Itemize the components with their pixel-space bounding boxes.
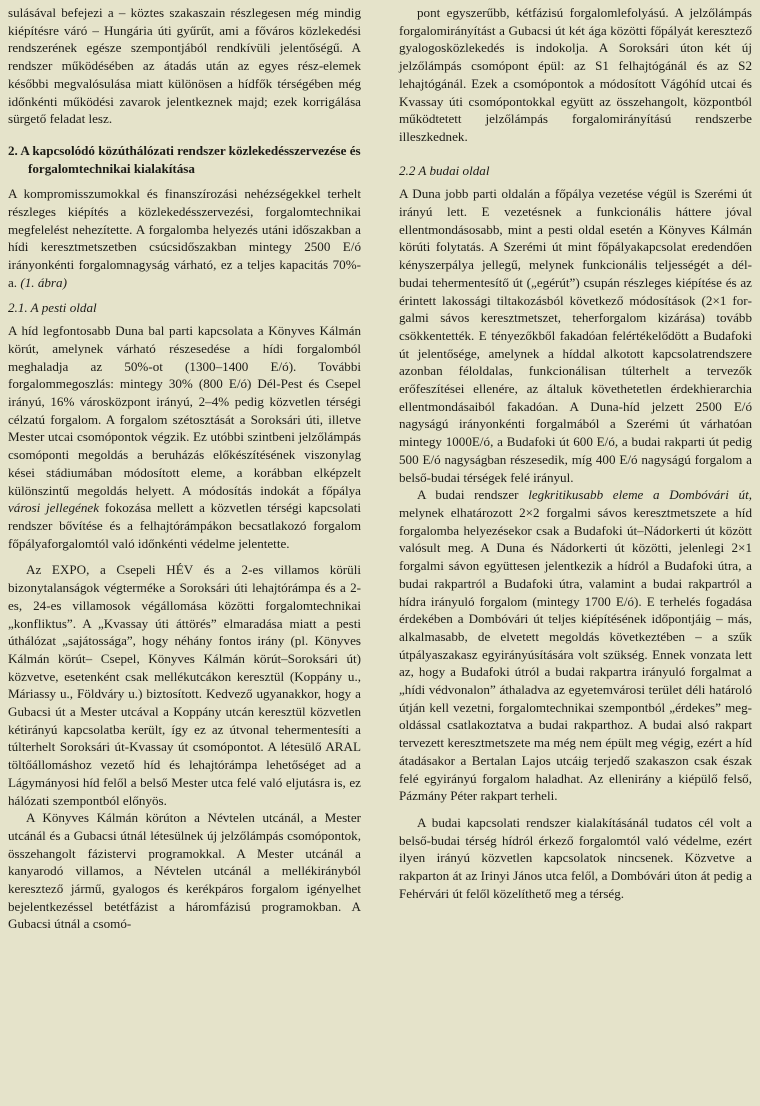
- paragraph-compromise: [8, 185, 361, 291]
- figure-reference: (1. ábra): [20, 274, 67, 290]
- paragraph-compromise-text: A kompromisszumokkal és finanszírozási nehézségekkel terhelt részleges kiépítés a közlekedésszervezési, forgalomtechnikai megfelelést nehezítette. A forgalomba helyezés utáni időszakban a hídi keresztmetszetben csúcsidőszakban mintegy 2500 E/ó irányonkénti forgalomnagyság várható, ez a teljes kapacitás 70%-a.: [8, 186, 361, 290]
- paragraph-pest-1-b: fokozása mellett a közvetlen térségi kapcsolati rendszer bővítése és a felhajtórámpákon becsatlakozó forgalom főpályaforgalomtól való időnkénti védelme jelentette.: [8, 500, 361, 551]
- paragraph-pest-3: A Könyves Kálmán körúton a Névtelen utcánál, a Mester utcánál és a Gubacsi útnál létesülnek új jelzőlámpás csomópontok, összehangolt fázistervi programokkal. A Mester utcánál a kanyarodó villamos, a Névtelen utcánál a mellékirányból keresztező jármű, gyalogos és kerékpáros forgalom igényelhet bejelentkezéssel betétfázist a háromfázisú programokban. A Gubacsi útnál a csomó-: [8, 810, 361, 932]
- paragraph-buda-2-b: melynek elhatározott 2×2 forgalmi sávos keresztmetszete a híd forgalomba helyezésekor csak a Budafoki út–Nádorkerti út között valósult meg. A Duna és Nádorkerti út közötti, jelenlegi 2×1 forgalmi sávon együttesen jelentkezik a hídról a Budafoki útra, a budai rakpartról a Budafoki útra, valamint a budai rakpartról a hídra irányuló forgalom (mintegy 1700 E/ó). E terhelés fogadása érdekében a Dombóvári út teljes kiépítésének időpontjáig – más, alkalmasabb, de elvetett megoldás következtében – a szűk útpályaszakasz egyirányúsítására volt szükség. Ennek vonzata lett az, hogy a Budafoki útról a budai rakpartra irányuló forgalmat a „hídi védvonalon” áthaladva az egyetemvárosi terület déli határoló útján kell vezetni, forgalomtechnikai szempontból „érdekes” megoldással csatlakoztatva a budai rakparthoz. A budai alsó rakpart tervezett keresztmetszete ma még nem épült meg végig, ezért a híd átadásakor a Bertalan Lajos utcáig terjedő szakaszon csak észak felé egyirányú forgalom haladhat. Az ellenirány a kiépülő felső, Pázmány Péter rakpart terheli.: [399, 504, 752, 804]
- subsection-heading-buda: 2.2 A budai oldal: [399, 162, 490, 178]
- right-column: [399, 4, 752, 902]
- paragraph-buda-2-a: A budai rendszer: [417, 487, 519, 503]
- paragraph-pest-1: [8, 322, 361, 552]
- paragraph-pest-1-emphasis: városi jellegének: [8, 500, 100, 516]
- paragraph-pest-1-a: A híd legfontosabb Duna bal parti kapcsolata a Könyves Kálmán körút, amelynek várható részesedése a hídi forgalomból meghaladja az 50%-ot (1300–1400 E/ó). További forgalommegoszlás: mintegy 30% (800 E/ó) Dél-Pest és Csepel irányú, 16% városközpont irányú, 2–4% pedig közvetlen térségi célzatú forgalom. A forgalom szétosztását a Soroksári úti, illetve Mester utcai csomópontok végzik. Ez utóbbi szintbeni jelzőlámpás csomóponti megoldás a beruházás előkészítésének viszonylag kései stádiumában módosított eleme, a korábban elképzelt különszintű megoldás helyett. A módosítás indokát a főpálya: [8, 323, 361, 498]
- paragraph-buda-3: A budai kapcsolati rendszer kialakításánál tudatos cél volt a belső-budai térség hídról érkező forgalomtól való védelme, ezért ilyen irányú közvetlen kapcsolatok nincsenek. Közvetve a rakparton át az Irinyi János utca felől, a Dombóvári úton át pedig a Fehérvári út felől közelíthető meg a térség.: [399, 814, 752, 901]
- subsection-heading-pest: 2.1. A pesti oldal: [8, 299, 97, 315]
- paragraph-pest-2: Az EXPO, a Csepeli HÉV és a 2-es villamos körüli bizonytalanságok végterméke a Soroksári úti lehajtórámpa és a 2-es, 24-es villamosok végállomása közötti forgalomtechnikai „konfliktus”. A „Kvassay úti áttörés” elmaradása miatt a pesti úthálózat „sajátossága”, hogy néhány fontos irány (pl. Könyves Kálmán körút– Csepel, Könyves Kálmán körút–Soroksári út) közvetve, esetenként csak mellékutcákon keresztül (Koppány u., Máriassy u., Földváry u.) biztosított. Kedvező ugyanakkor, hogy a Gubacsi út a Mester utcával a Koppány utcán keresztül közvetlen kétirányú kapcsolatba került, így ez az útvonal tehermentesíti a túlterhelt Soroksári út-Kvassay út csomópontot. A létesülő ARAL töltőállomáshoz vezető híd és lehajtórámpa lehetőséget ad a Lágymányosi híd felől a belső Mester utca felé való eljutásra is, ez hálózati szempontból előnyös.: [8, 562, 361, 808]
- paragraph-continuation: pont egyszerűbb, kétfázisú forgalomlefolyású. A jelzőlámpás forgalomirányítást a Gubacsi út két ága közötti főpályát keresztező gyalogosközlekedés is indokolja. A Soroksári úton két új jelzőlámpás csomópont épül: az S1 felhajtógánál és az S2 lehajtógánál. Ezek a csomópontok a módosított Vágóhíd utcai és Kvassay úti csomópontokkal együtt az összehangolt, központból működtetett jelzőlámpás forgalomirányítású rendszerbe illeszkednek.: [399, 5, 752, 144]
- left-column: [8, 4, 361, 933]
- paragraph-buda-2-emphasis: legkritikusabb eleme a Dombóvári út,: [528, 487, 753, 503]
- paragraph-buda-1: A Duna jobb parti oldalán a főpálya vezetése végül is Szerémi út irányú lett. E vezetésnek a funkcionális háttere jóval ellentmondásosabb, mint a pesti oldal esetén a Könyves Kálmán körúti folytatás. A Szerémi út mint főpályakapcsolat eredendően kényszerpálya jellegű, melynek funkcionális teljességét a dél-budai tehermentesítő út („egérút”) csupán részleges kiépítése és az érintett lakossági tiltakozásból következő módosítások (2×1 forgalmi sávos keresztmetszet, teherforgalom kizárása) tovább csökkentették. E tényezőkből fakadóan felértékelődött a Budafoki út jelentősége, amelynek a híddal alkotott kapcsolatrendszere azonban féloldalas, funkcionálisan túlterhelt a tervezők erőfeszítései ellenére, az általuk követhetetlen érdekhierarchia ellentmondásaiból fakadóan. A Duna-híd jelzett 2500 E/ó nagyságú irányonkénti forgalmából a Szerémi út várhatóan mintegy 1000E/ó, a Budafoki út 600 E/ó, a budai rakparti út pedig 500 E/ó nagyságban részesedik, míg 400 E/ó nagyságú forgalom a belső-budai térségek felé irányul.: [399, 186, 752, 485]
- paragraph-buda-2: [399, 486, 752, 805]
- paragraph-intro: sulásával befejezi a – köztes szakaszain részlegesen még mindig kiépítésre váró – Hungária úti gyűrűt, ami a főváros közlekedési rendszerének egésze szempontjából rendkívüli jelentőségű. A rendszer működésében az átadás után az egyes rész-elemek későbbi megvalósulása miatt különösen a hídfők térségében még időnkénti működési zavarok jelentkeznek majd; ezek korrigálása sürgető feladat lesz.: [8, 5, 361, 127]
- section-heading-2: 2. A kapcsolódó közúthálózati rendszer közlekedésszervezése és forgalomtechnikai kialakítása: [8, 142, 361, 176]
